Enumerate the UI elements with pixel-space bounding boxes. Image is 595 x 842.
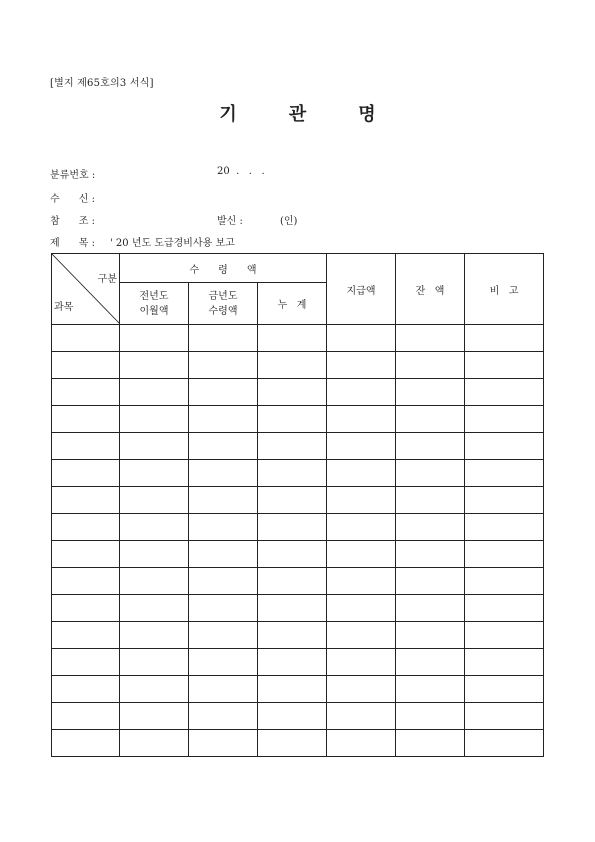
sender-label: 발신 : [217, 216, 243, 227]
table-cell[interactable] [189, 676, 258, 703]
table-cell[interactable] [189, 406, 258, 433]
table-cell[interactable] [465, 541, 544, 568]
table-cell[interactable] [465, 514, 544, 541]
title-char-2: 관 [288, 104, 307, 125]
table-cell[interactable] [120, 649, 189, 676]
remarks-header: 비 고 [465, 254, 544, 325]
this-year-line1: 금년도 [208, 290, 238, 302]
table-cell[interactable] [189, 460, 258, 487]
table-cell[interactable] [327, 595, 396, 622]
table-row [52, 379, 544, 406]
table-cell[interactable] [189, 649, 258, 676]
table-cell[interactable] [120, 622, 189, 649]
table-cell[interactable] [189, 622, 258, 649]
table-cell[interactable] [189, 325, 258, 352]
table-cell[interactable] [258, 379, 327, 406]
table-cell[interactable] [52, 622, 120, 649]
table-row [52, 703, 544, 730]
table-cell[interactable] [396, 352, 465, 379]
title-char-1: 기 [219, 104, 237, 125]
prev-year-line1: 전년도 [139, 290, 169, 302]
table-row [52, 433, 544, 460]
table-cell[interactable] [258, 514, 327, 541]
table-cell[interactable] [327, 703, 396, 730]
balance-header: 잔 액 [396, 254, 465, 325]
cumulative-header: 누 계 [258, 283, 327, 325]
table-row [52, 730, 544, 757]
subject-value: ' 20 년도 도급경비사용 보고 [110, 238, 235, 249]
table-cell[interactable] [396, 595, 465, 622]
table-cell[interactable] [52, 433, 120, 460]
table-cell[interactable] [189, 703, 258, 730]
table-cell[interactable] [396, 568, 465, 595]
recipient-label: 수 신 : [50, 194, 95, 205]
table-cell[interactable] [189, 352, 258, 379]
table-cell[interactable] [258, 568, 327, 595]
prev-year-line2: 이월액 [139, 305, 169, 317]
table-row [52, 514, 544, 541]
table-cell[interactable] [327, 379, 396, 406]
table-cell[interactable] [327, 730, 396, 757]
table-cell[interactable] [52, 325, 120, 352]
table-cell[interactable] [465, 568, 544, 595]
this-year-line2: 수령액 [208, 305, 238, 317]
this-year-received-header [189, 283, 258, 325]
table-cell[interactable] [465, 703, 544, 730]
table-cell[interactable] [120, 568, 189, 595]
table-row [52, 676, 544, 703]
table-cell[interactable] [120, 352, 189, 379]
table-cell[interactable] [120, 703, 189, 730]
table-cell[interactable] [396, 703, 465, 730]
table-cell[interactable] [120, 595, 189, 622]
table-cell[interactable] [258, 622, 327, 649]
table-cell[interactable] [258, 487, 327, 514]
table-cell[interactable] [120, 541, 189, 568]
expense-report-table [51, 253, 544, 757]
table-cell[interactable] [396, 730, 465, 757]
title-char-3: 명 [358, 104, 376, 125]
table-cell[interactable] [465, 730, 544, 757]
table-cell[interactable] [396, 487, 465, 514]
table-cell[interactable] [189, 379, 258, 406]
table-cell[interactable] [52, 703, 120, 730]
table-cell[interactable] [120, 676, 189, 703]
table-cell[interactable] [327, 676, 396, 703]
table-row [52, 568, 544, 595]
table-cell[interactable] [52, 514, 120, 541]
table-cell[interactable] [465, 352, 544, 379]
table-cell[interactable] [396, 676, 465, 703]
received-amount-header: 수 령 액 [120, 254, 327, 283]
table-cell[interactable] [396, 541, 465, 568]
table-cell[interactable] [258, 433, 327, 460]
table-cell[interactable] [258, 325, 327, 352]
table-cell[interactable] [52, 541, 120, 568]
table-cell[interactable] [189, 730, 258, 757]
table-cell[interactable] [52, 730, 120, 757]
table-cell[interactable] [258, 649, 327, 676]
table-cell[interactable] [465, 379, 544, 406]
table-cell[interactable] [52, 379, 120, 406]
table-cell[interactable] [258, 352, 327, 379]
reference-label: 참 조 : [50, 216, 95, 227]
table-cell[interactable] [327, 325, 396, 352]
corner-top-label: 구분 [97, 274, 117, 285]
table-row [52, 622, 544, 649]
table-cell[interactable] [120, 487, 189, 514]
table-row [52, 325, 544, 352]
table-row [52, 460, 544, 487]
table-cell[interactable] [396, 460, 465, 487]
table-cell[interactable] [258, 541, 327, 568]
table-cell[interactable] [258, 703, 327, 730]
table-cell[interactable] [52, 649, 120, 676]
table-cell[interactable] [465, 622, 544, 649]
table-cell[interactable] [465, 487, 544, 514]
table-cell[interactable] [396, 433, 465, 460]
table-cell[interactable] [189, 433, 258, 460]
paid-amount-header: 지급액 [327, 254, 396, 325]
corner-header-cell [52, 254, 120, 325]
date-value: 20 . . . [217, 166, 265, 177]
table-cell[interactable] [396, 379, 465, 406]
classification-label: 분류번호 : [50, 170, 96, 181]
table-cell[interactable] [465, 649, 544, 676]
table-cell[interactable] [120, 379, 189, 406]
table-cell[interactable] [52, 568, 120, 595]
table-cell[interactable] [120, 730, 189, 757]
diagonal-line [52, 254, 120, 324]
table-cell[interactable] [52, 487, 120, 514]
table-cell[interactable] [327, 352, 396, 379]
table-cell[interactable] [258, 676, 327, 703]
table-cell[interactable] [52, 595, 120, 622]
table-cell[interactable] [465, 433, 544, 460]
table-cell[interactable] [465, 406, 544, 433]
table-cell[interactable] [465, 460, 544, 487]
table-cell[interactable] [396, 514, 465, 541]
form-label: [별지 제65호의3 서식] [50, 78, 154, 89]
table-cell[interactable] [396, 649, 465, 676]
prev-year-carryover-header [120, 283, 189, 325]
table-cell[interactable] [120, 406, 189, 433]
table-cell[interactable] [465, 325, 544, 352]
table-cell[interactable] [258, 595, 327, 622]
table-cell[interactable] [120, 325, 189, 352]
table-cell[interactable] [327, 514, 396, 541]
table-cell[interactable] [189, 568, 258, 595]
table-cell[interactable] [396, 406, 465, 433]
table-cell[interactable] [52, 460, 120, 487]
page-title [0, 100, 595, 126]
table-cell[interactable] [189, 541, 258, 568]
seal-mark: (인) [280, 216, 298, 227]
table-cell[interactable] [465, 595, 544, 622]
table-cell[interactable] [120, 514, 189, 541]
corner-bottom-label: 과목 [54, 302, 74, 313]
table-row [52, 487, 544, 514]
table-cell[interactable] [327, 568, 396, 595]
table-cell[interactable] [52, 406, 120, 433]
table-cell[interactable] [396, 325, 465, 352]
table-cell[interactable] [189, 487, 258, 514]
table-row [52, 595, 544, 622]
table-cell[interactable] [327, 460, 396, 487]
table-cell[interactable] [52, 676, 120, 703]
table-row [52, 541, 544, 568]
table-cell[interactable] [258, 730, 327, 757]
table-cell[interactable] [465, 676, 544, 703]
table-row [52, 649, 544, 676]
table-cell[interactable] [258, 460, 327, 487]
table-row [52, 352, 544, 379]
table-cell[interactable] [189, 595, 258, 622]
table-cell[interactable] [327, 649, 396, 676]
table-cell[interactable] [258, 406, 327, 433]
table-cell[interactable] [327, 433, 396, 460]
table-cell[interactable] [396, 622, 465, 649]
table-row [52, 406, 544, 433]
table-cell[interactable] [327, 487, 396, 514]
table-cell[interactable] [189, 514, 258, 541]
table-cell[interactable] [120, 460, 189, 487]
table-cell[interactable] [120, 433, 189, 460]
table-cell[interactable] [327, 622, 396, 649]
subject-label: 제 목 : [50, 238, 95, 249]
table-cell[interactable] [52, 352, 120, 379]
table-cell[interactable] [327, 541, 396, 568]
table-cell[interactable] [327, 406, 396, 433]
